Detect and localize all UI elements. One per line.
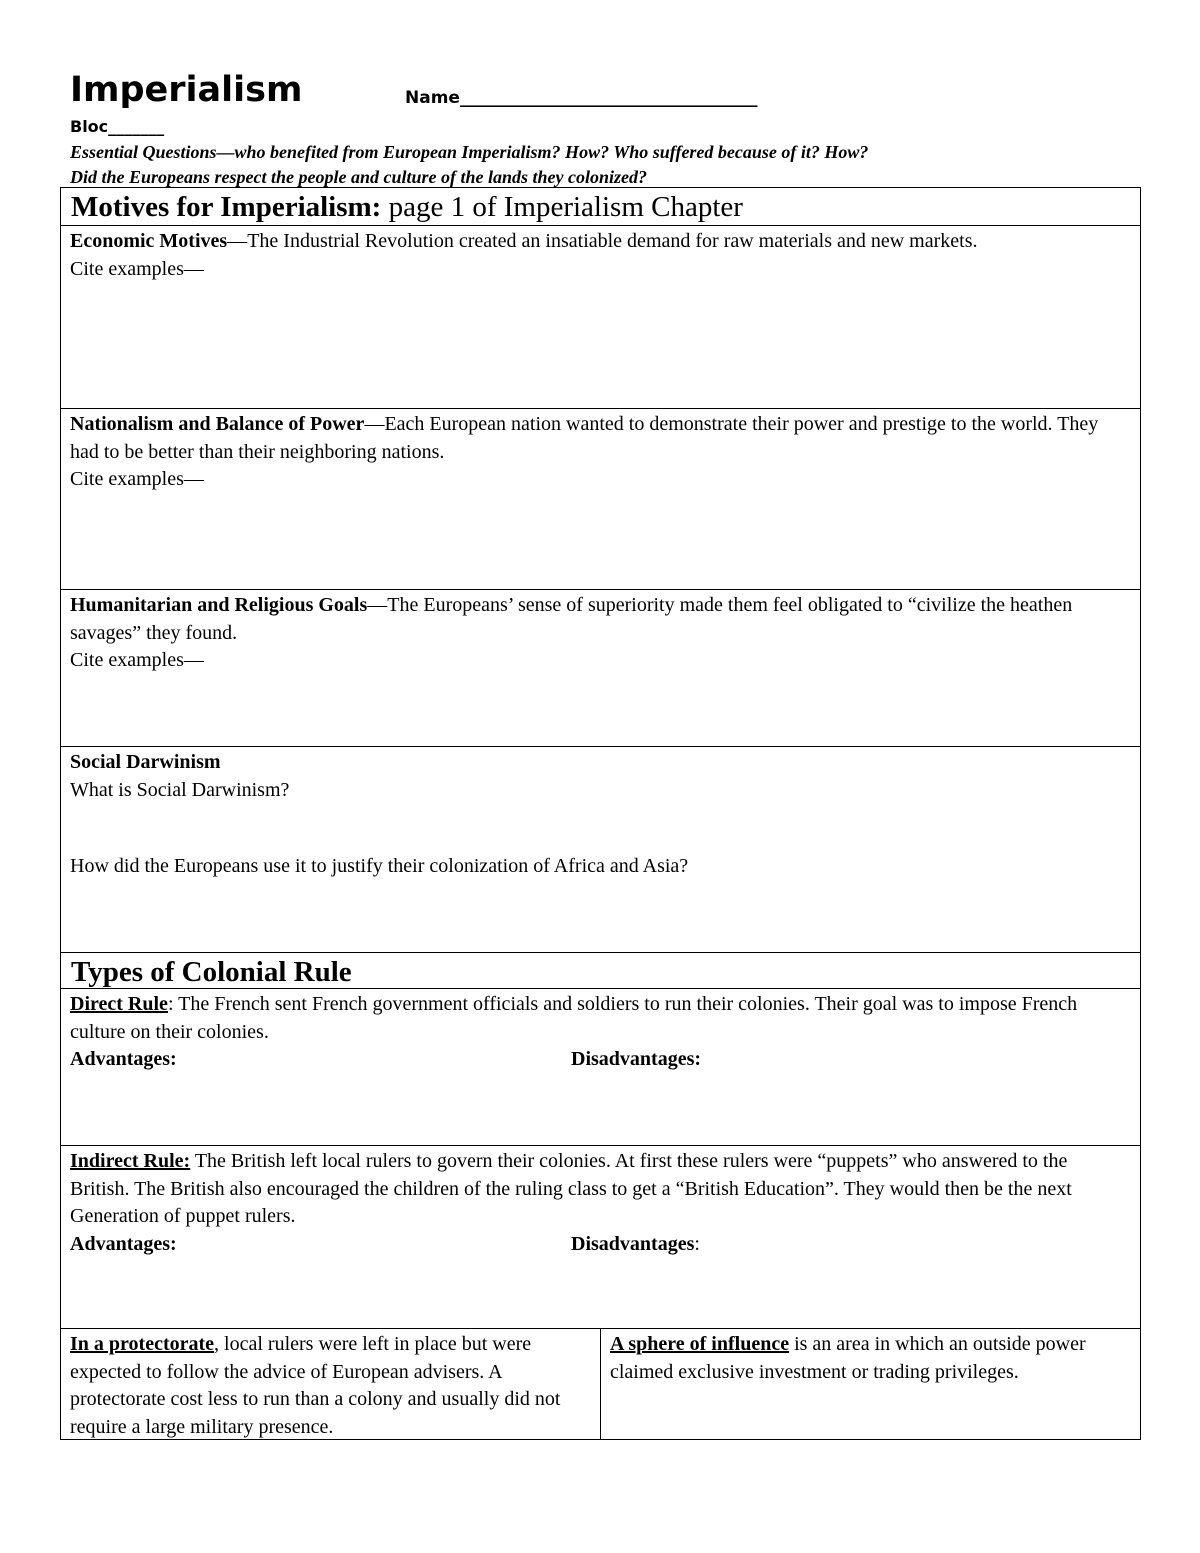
direct-advantages-label: Advantages: bbox=[70, 1048, 177, 1070]
indirect-disadvantages-label: Disadvantages bbox=[571, 1232, 695, 1255]
humanitarian-title: Humanitarian and Religious Goals bbox=[70, 594, 368, 616]
social-darwinism-cell bbox=[70, 749, 1130, 881]
indirect-disadvantages-colon: : bbox=[694, 1232, 700, 1255]
humanitarian-text: —The Europeans’ sense of superiority made them feel obligated to “civilize the heathen savages” they found. bbox=[70, 594, 1073, 644]
nationalism-cell bbox=[70, 411, 1130, 494]
social-darwinism-question-1: What is Social Darwinism? bbox=[70, 778, 290, 801]
colonial-rule-heading: Types of Colonial Rule bbox=[71, 956, 352, 988]
social-darwinism-title: Social Darwinism bbox=[70, 751, 221, 773]
economic-cite-prompt: Cite examples— bbox=[70, 257, 204, 280]
page-title: Imperialism bbox=[70, 70, 303, 110]
sphere-text: is an area in which an outside power claimed exclusive investment or trading privileges. bbox=[610, 1333, 1086, 1383]
direct-rule-row bbox=[61, 989, 1140, 1146]
essential-questions-line-2: Did the Europeans respect the people and culture of the lands they colonized? bbox=[70, 167, 648, 187]
sphere-text-block bbox=[610, 1331, 1132, 1386]
humanitarian-row bbox=[61, 590, 1140, 747]
economic-motives-row bbox=[61, 226, 1140, 409]
protectorate-text: , local rulers were left in place but were expected to follow the advice of European advisers. A protectorate cost less to run than a colony and usually did not require a large military presence. bbox=[70, 1333, 561, 1438]
nationalism-row bbox=[61, 409, 1140, 590]
direct-disadvantages-label: Disadvantages: bbox=[571, 1048, 702, 1070]
social-darwinism-row bbox=[61, 747, 1140, 953]
motives-heading-bold: Motives for Imperialism: bbox=[71, 191, 382, 223]
nationalism-cite-prompt: Cite examples— bbox=[70, 468, 204, 490]
humanitarian-cite-prompt: Cite examples— bbox=[70, 649, 204, 671]
economic-motives-title: Economic Motives bbox=[70, 230, 228, 252]
protectorate-sphere-row bbox=[61, 1329, 1140, 1439]
motives-heading-rest: page 1 of Imperialism Chapter bbox=[381, 191, 743, 223]
sphere-of-influence-cell bbox=[601, 1329, 1140, 1439]
name-field-label: Name___________________________________ bbox=[405, 88, 758, 108]
indirect-rule-text: The British left local rulers to govern their colonies. At first these rulers were “puppets” who answered to the British. The British also encouraged the children of the ruling class to get a “British Education”. They would then be the next Generation of puppet rulers. bbox=[70, 1150, 1072, 1227]
bloc-field-label: Bloc_______ bbox=[70, 117, 165, 136]
colonial-rule-heading-row bbox=[61, 953, 1140, 989]
direct-rule-cell bbox=[70, 991, 1130, 1074]
protectorate-title: In a protectorate bbox=[70, 1333, 215, 1355]
economic-motives-cell bbox=[70, 228, 1130, 283]
motives-heading-row bbox=[61, 188, 1140, 226]
indirect-advantages-label: Advantages: bbox=[70, 1232, 177, 1255]
worksheet-table bbox=[60, 187, 1141, 1440]
nationalism-title: Nationalism and Balance of Power bbox=[70, 413, 365, 435]
essential-questions-line-1: Essential Questions—who benefited from European Imperialism? How? Who suffered because of it? How? bbox=[70, 142, 869, 162]
direct-rule-text: : The French sent French government officials and soldiers to run their colonies. Their goal was to impose French culture on their colonies. bbox=[70, 993, 1078, 1043]
indirect-rule-cell bbox=[70, 1148, 1130, 1258]
protectorate-cell bbox=[61, 1329, 601, 1439]
humanitarian-cell bbox=[70, 592, 1130, 675]
indirect-rule-row bbox=[61, 1146, 1140, 1329]
social-darwinism-question-2: How did the Europeans use it to justify their colonization of Africa and Asia? bbox=[70, 855, 689, 877]
motives-heading bbox=[71, 190, 743, 224]
economic-motives-text: —The Industrial Revolution created an insatiable demand for raw materials and new markets. bbox=[227, 230, 978, 252]
direct-rule-title: Direct Rule bbox=[70, 993, 168, 1015]
indirect-rule-title: Indirect Rule: bbox=[70, 1150, 191, 1172]
protectorate-text-block bbox=[70, 1331, 592, 1441]
nationalism-text: —Each European nation wanted to demonstrate their power and prestige to the world. They had to be better than their neighboring nations. bbox=[70, 413, 1099, 463]
sphere-title: A sphere of influence bbox=[610, 1333, 790, 1355]
